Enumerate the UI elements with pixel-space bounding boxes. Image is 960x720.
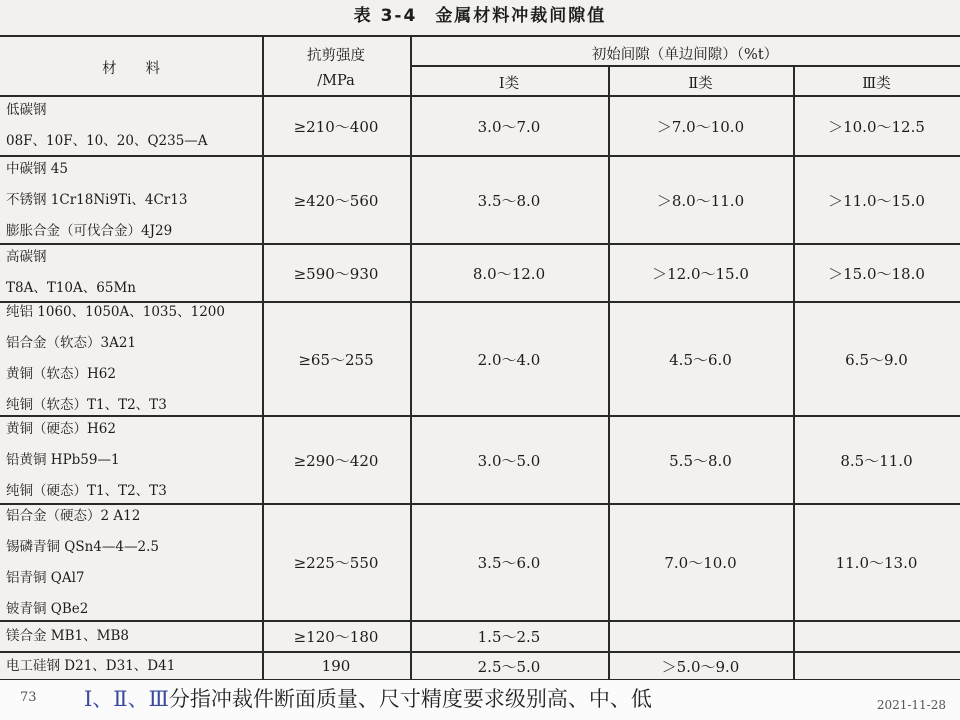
table-title-text: 金属材料冲裁间隙值 [435,6,607,26]
table-title [0,2,960,36]
class3-gap-cell [793,621,960,652]
class2-gap-cell: 5.5～8.0 [669,451,732,470]
header-material: 材 料 [102,60,160,77]
header-strength-line1: 抗剪强度 [307,47,365,64]
shear-strength-cell: ≥65～255 [298,350,374,369]
class3-gap-cell: ＞10.0～12.5 [828,117,925,136]
class1-gap-cell: 3.5～6.0 [477,554,541,572]
material-name: 中碳钢 45 [6,160,68,177]
material-name: 纯铜（软态）T1、T2、T3 [6,397,167,413]
shear-strength-cell: ≥290～420 [293,451,379,470]
class1-gap-cell: 3.0～5.0 [477,451,541,470]
header-class1: Ⅰ类 [498,75,520,92]
header-class3: Ⅲ类 [862,75,891,92]
class2-gap-cell [608,621,793,652]
class2-gap-cell: ＞12.0～15.0 [652,264,749,283]
class1-gap-cell: 1.5～2.5 [477,628,541,646]
material-name: 铝青铜 QAl7 [6,569,85,586]
header-class2: Ⅱ类 [688,75,713,92]
footer-date: 2021-11-28 [876,698,946,712]
class3-gap-cell: 6.5～9.0 [845,350,908,369]
class2-gap-cell: 4.5～6.0 [669,350,732,369]
class2-gap-cell: ＞5.0～9.0 [661,657,740,676]
class3-gap-cell: 11.0～13.0 [835,554,918,572]
header-gap-group: 初始间隙（单边间隙）（%t） [591,46,779,63]
material-name: 铝合金（硬态）2 A12 [6,507,141,524]
class1-gap-cell: 8.0～12.0 [472,264,546,283]
material-name: 高碳钢 [6,249,47,265]
material-name: 铍青铜 QBe2 [6,600,89,617]
class3-gap-cell: 8.5～11.0 [840,451,913,470]
material-name: 纯铝 1060、1050A、1035、1200 [6,304,225,320]
class1-gap-cell: 2.0～4.0 [477,350,541,369]
material-name: 膨胀合金（可伐合金）4J29 [6,222,173,239]
class2-gap-cell: ＞7.0～10.0 [656,117,745,136]
material-name: 黄铜（硬态）H62 [6,420,116,437]
material-name: 不锈钢 1Cr18Ni9Ti、4Cr13 [6,191,188,208]
table-number: 表 3-4 [353,6,418,26]
class3-gap-cell: ＞15.0～18.0 [828,264,925,283]
footer-note [84,683,652,713]
shear-strength-cell: ≥210～400 [293,117,379,136]
slide-footer [0,680,960,720]
table-rule [0,35,960,37]
material-name: 铝合金（软态）3A21 [6,335,137,351]
material-name: 镁合金 MB1、MB8 [6,628,129,644]
class1-gap-cell: 3.0～7.0 [477,117,541,136]
page-number: 73 [20,690,37,705]
class3-gap-cell: ＞11.0～15.0 [828,191,925,210]
footer-note-text: 分指冲裁件断面质量、尺寸精度要求级别高、中、低 [168,687,652,711]
material-name: 锡磷青铜 QSn4—4—2.5 [6,538,159,555]
material-name: 低碳钢 [6,102,47,118]
clearance-table [0,36,960,680]
header-strength-line2: /MPa [317,73,355,89]
material-name: 纯铜（硬态）T1、T2、T3 [6,482,167,499]
table-rule [410,65,960,67]
class1-gap-cell: 2.5～5.0 [477,657,541,676]
class1-gap-cell: 3.5～8.0 [477,191,541,210]
material-name: 铅黄铜 HPb59—1 [6,451,120,468]
material-name: 电工硅钢 D21、D31、D41 [6,657,176,674]
footer-note-classes: Ⅰ、Ⅱ、Ⅲ [84,687,169,711]
shear-strength-cell: ≥420～560 [293,191,379,210]
shear-strength-cell: ≥225～550 [293,554,379,572]
shear-strength-cell: ≥120～180 [293,628,379,646]
shear-strength-cell: 190 [321,657,351,675]
class3-gap-cell [793,652,960,680]
material-name: 黄铜（软态）H62 [6,366,116,382]
class2-gap-cell: ＞8.0～11.0 [656,191,745,210]
class2-gap-cell: 7.0～10.0 [664,554,737,572]
material-name: 08F、10F、10、20、Q235—A [6,133,208,149]
shear-strength-cell: ≥590～930 [293,264,379,283]
material-name: T8A、T10A、65Mn [6,280,136,296]
